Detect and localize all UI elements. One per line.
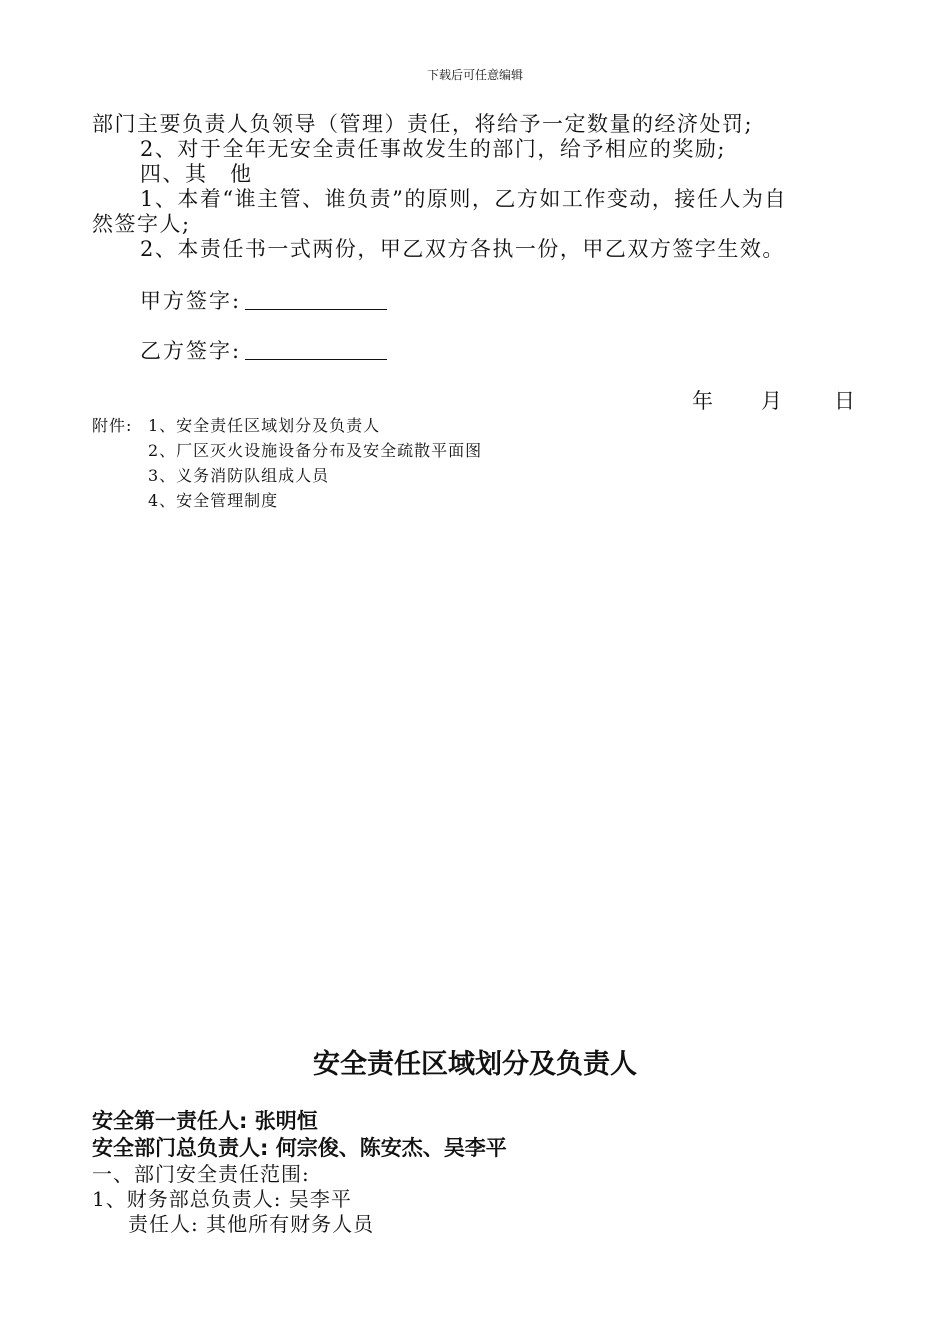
body-line-3: 1、本着“谁主管、谁负责”的原则，乙方如工作变动，接任人为自: [140, 187, 787, 211]
party-b-signature: [140, 335, 387, 365]
party-a-signature-line: [245, 289, 387, 310]
section-title: 安全责任区域划分及负责人: [313, 1049, 637, 1080]
party-b-label: 乙方签字:: [140, 339, 242, 363]
date-line: [692, 385, 855, 415]
date-month: 月: [761, 389, 782, 413]
dept-head: 安全部门总负责人: 何宗俊、陈安杰、吴李平: [92, 1136, 507, 1160]
attachment-item: 4、安全管理制度: [148, 491, 279, 510]
body-line-2: 2、对于全年无安全责任事故发生的部门，给予相应的奖励;: [140, 137, 726, 161]
finance-head: 1、财务部总负责人: 吴李平: [92, 1187, 352, 1211]
attachments-label: 附件:: [92, 416, 133, 435]
date-day: 日: [834, 389, 855, 413]
date-year: 年: [692, 389, 713, 413]
party-a-signature: [140, 285, 387, 315]
section-heading-other: 四、其 他: [140, 162, 253, 186]
attachment-item: 2、厂区灭火设施设备分布及安全疏散平面图: [148, 441, 483, 460]
body-line-4: 然签字人;: [92, 212, 191, 236]
body-line-5: 2、本责任书一式两份，甲乙双方各执一份，甲乙双方签字生效。: [140, 237, 785, 261]
attachment-item: 3、义务消防队组成人员: [148, 466, 330, 485]
finance-staff: 责任人: 其他所有财务人员: [128, 1212, 375, 1236]
party-b-signature-line: [245, 339, 387, 360]
body-line-1: 部门主要负责人负领导（管理）责任，将给予一定数量的经济处罚;: [92, 112, 754, 136]
attachment-item: 1、安全责任区域划分及负责人: [148, 416, 381, 435]
party-a-label: 甲方签字:: [140, 289, 242, 313]
first-responsible: 安全第一责任人: 张明恒: [92, 1109, 318, 1133]
page-header-note: 下载后可任意编辑: [426, 68, 523, 82]
scope-heading: 一、部门安全责任范围:: [92, 1162, 310, 1186]
